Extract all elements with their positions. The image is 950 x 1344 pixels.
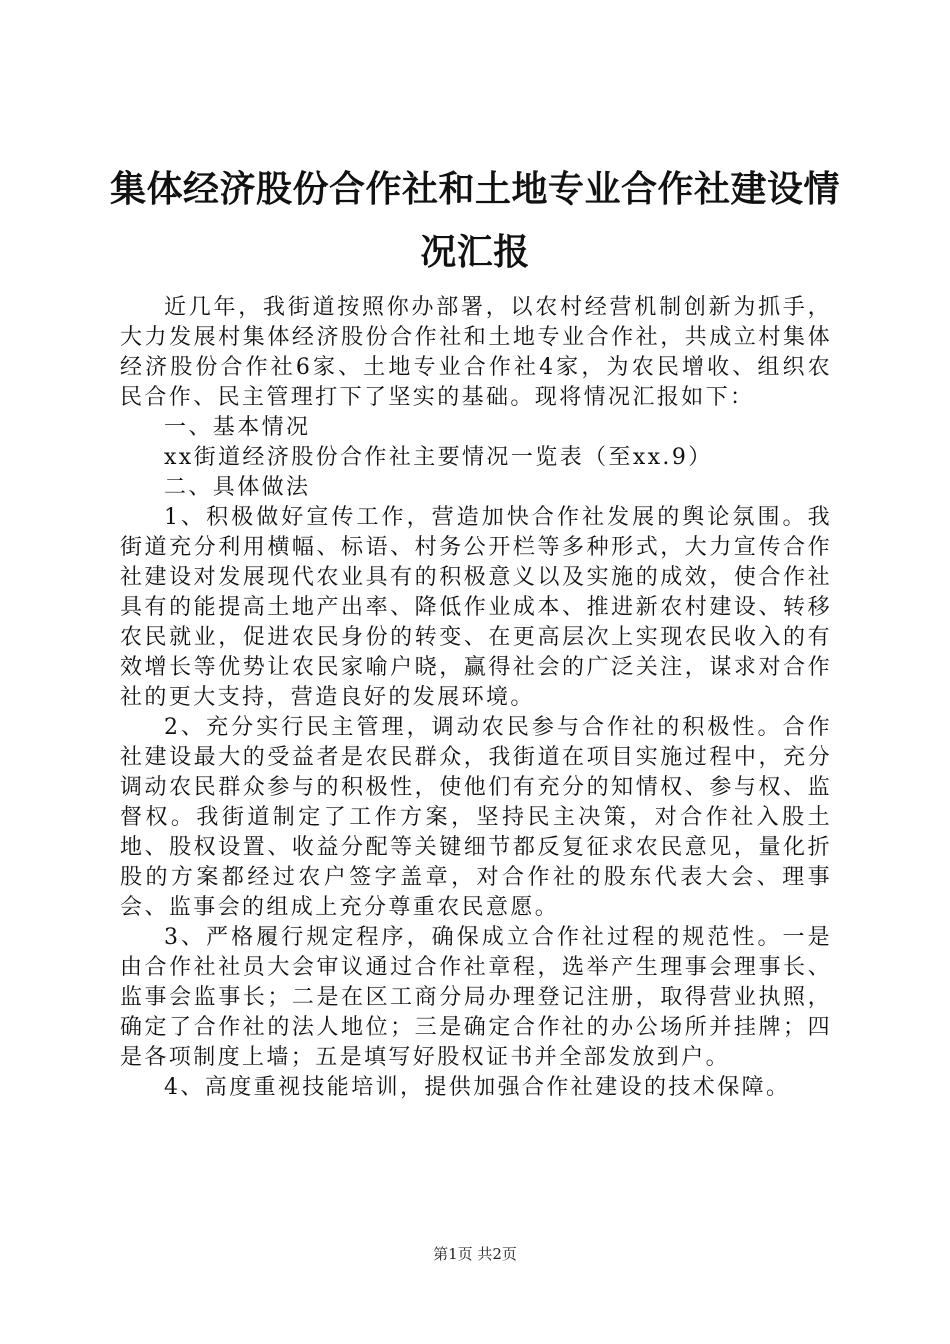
section-heading-basic: 一、基本情况 [164, 415, 311, 440]
paragraph-practice-4: 4、高度重视技能培训，提供加强合作社建设的技术保障。 [164, 1075, 791, 1100]
table-caption: xx街道经济股份合作社主要情况一览表（至xx.9） [164, 445, 713, 470]
paragraph-practice-3: 3、严格履行规定程序，确保成立合作社过程的规范性。一是由合作社社员大会审议通过合作社章程，选举产生理事会理事长、监事会监事长；二是在区工商分局办理登记注册，取得营业执照，确定了合作社的法人地位；三是确定合作社的办公场所并挂牌；四是各项制度上墙；五是填写好股权证书并全部发放到户。 [120, 925, 832, 1070]
paragraph-practice-2: 2、充分实行民主管理，调动农民参与合作社的积极性。合作社建设最大的受益者是农民群众，我街道在项目实施过程中，充分调动农民群众参与的积极性，使他们有充分的知情权、参与权、监督权。我街道制定了工作方案，坚持民主决策，对合作社入股土地、股权设置、收益分配等关键细节都反复征求农民意见，量化折股的方案都经过农户签字盖章，对合作社的股东代表大会、理事会、监事会的组成上充分尊重农民意愿。 [120, 715, 832, 920]
document-title: 集体经济股份合作社和土地专业合作社建设情况汇报 [110, 169, 841, 273]
document-body [120, 293, 832, 1103]
paragraph-intro: 近几年，我街道按照你办部署，以农村经营机制创新为抓手，大力发展村集体经济股份合作社和土地专业合作社，共成立村集体经济股份合作社6家、土地专业合作社4家，为农民增收、组织农民合作、民主管理打下了坚实的基础。现将情况汇报如下： [120, 295, 832, 410]
paragraph-practice-1: 1、积极做好宣传工作，营造加快合作社发展的舆论氛围。我街道充分利用横幅、标语、村务公开栏等多种形式，大力宣传合作社建设对发展现代农业具有的积极意义以及实施的成效，使合作社具有的能提高土地产出率、降低作业成本、推进新农村建设、转移农民就业，促进农民身份的转变、在更高层次上实现农民收入的有效增长等优势让农民家喻户晓，赢得社会的广泛关注，谋求对合作社的更大支持，营造良好的发展环境。 [120, 505, 832, 710]
page-footer: 第1页 共2页 [433, 1245, 517, 1263]
section-heading-practices: 二、具体做法 [164, 475, 311, 500]
